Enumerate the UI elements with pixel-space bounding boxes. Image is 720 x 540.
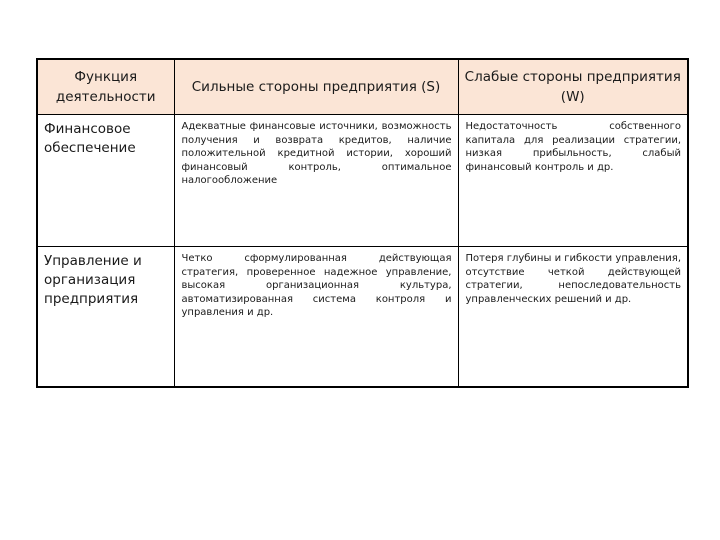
header-weaknesses — [458, 59, 688, 115]
table-row — [37, 247, 688, 387]
table-row — [37, 115, 688, 247]
header-function-label: Функция деятельности — [55, 69, 156, 105]
weaknesses-cell: Потеря глубины и гибкости управления, отсутствие четкой действующей стратегии, непоследовательность управленческих решений и др. — [458, 247, 688, 387]
strengths-cell: Адекватные финансовые источники, возможность получения и возврата кредитов, наличие положительной кредитной истории, хороший финансовый контроль, оптимальное налогообложение — [174, 115, 458, 247]
header-strengths-label: Сильные стороны предприятия (S) — [191, 79, 441, 95]
header-function — [37, 59, 174, 115]
function-cell: Финансовое обеспечение — [37, 115, 174, 247]
header-strengths — [174, 59, 458, 115]
header-weaknesses-label: Слабые стороны предприятия (W) — [464, 69, 681, 105]
header-row — [37, 59, 688, 115]
swot-table — [36, 58, 689, 388]
function-cell: Управление и организация предприятия — [37, 247, 174, 387]
weaknesses-cell: Недостаточность собственного капитала для реализации стратегии, низкая прибыльность, слабый финансовый контроль и др. — [458, 115, 688, 247]
strengths-cell: Четко сформулированная действующая стратегия, проверенное надежное управление, высокая организационная культура, автоматизированная система контроля и управления и др. — [174, 247, 458, 387]
